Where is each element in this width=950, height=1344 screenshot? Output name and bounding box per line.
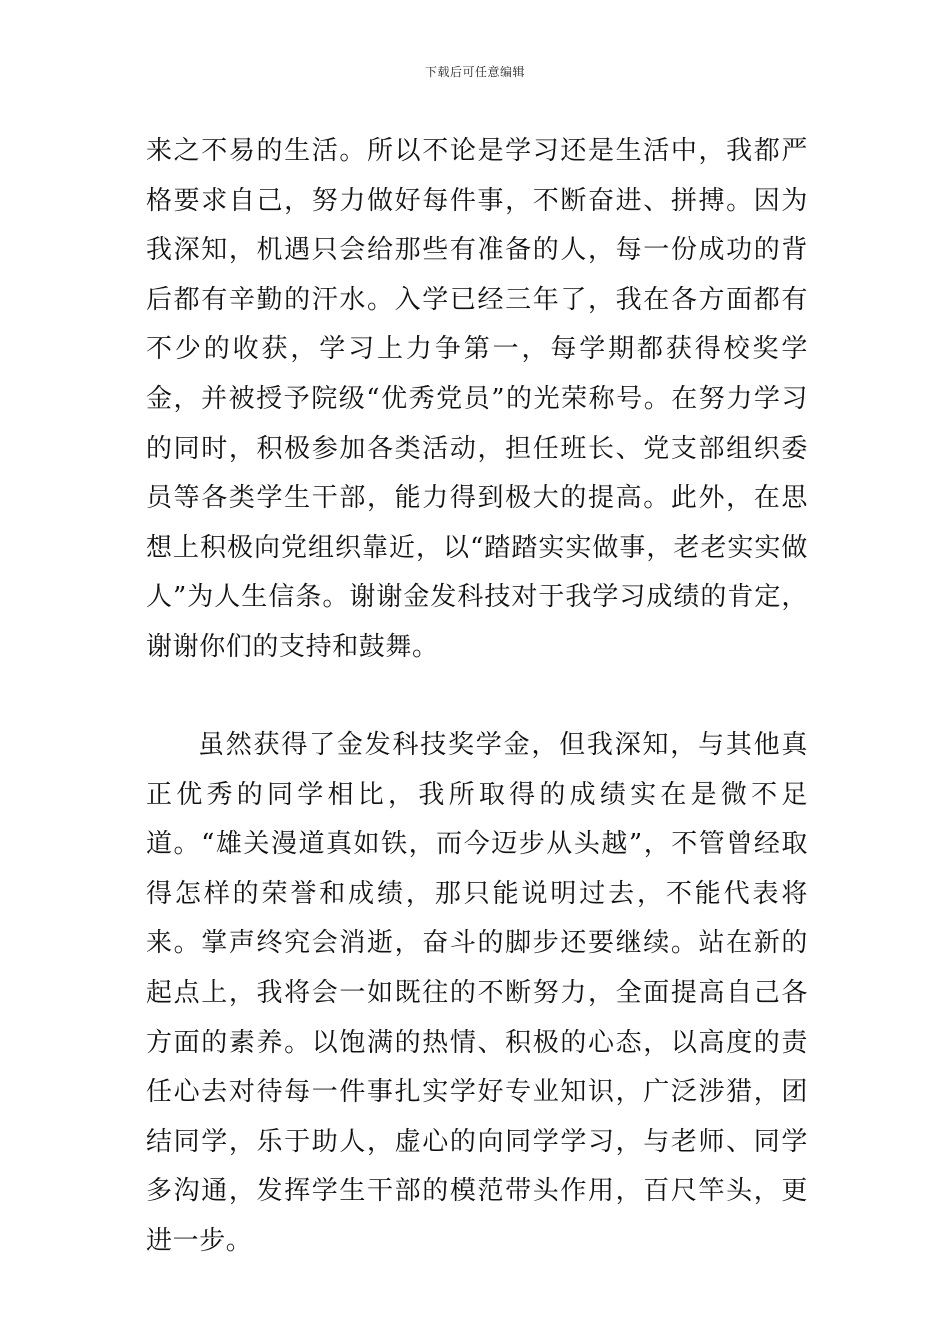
body-paragraph-1: 来之不易的生活。所以不论是学习还是生活中，我都严格要求自己，努力做好每件事，不断奋进、拼搏。因为我深知，机遇只会给那些有准备的人，每一份成功的背后都有辛勤的汗水。入学已经三年了，我在各方面都有不少的收获，学习上力争第一，每学期都获得校奖学金，并被授予院级“优秀党员”的光荣称号。在努力学习的同时，积极参加各类活动，担任班长、党支部组织委员等各类学生干部，能力得到极大的提高。此外，在思想上积极向党组织靠近，以“踏踏实实做事，老老实实做人”为人生信条。谢谢金发科技对于我学习成绩的肯定，谢谢你们的支持和鼓舞。: [146, 136, 808, 662]
body-paragraph-2: 虽然获得了金发科技奖学金，但我深知，与其他真正优秀的同学相比，我所取得的成绩实在是微不足道。“雄关漫道真如铁，而今迈步从头越”，不管曾经取得怎样的荣誉和成绩，那只能说明过去，不能代表将来。掌声终究会消逝，奋斗的脚步还要继续。站在新的起点上，我将会一如既往的不断努力，全面提高自己各方面的素养。以饱满的热情、积极的心态，以高度的责任心去对待每一件事扎实学好专业知识，广泛涉猎，团结同学，乐于助人，虚心的向同学学习，与老师、同学多沟通，发挥学生干部的模范带头作用，百尺竿头，更进一步。: [146, 730, 808, 1256]
header-note: 下载后可任意编辑: [424, 65, 525, 79]
